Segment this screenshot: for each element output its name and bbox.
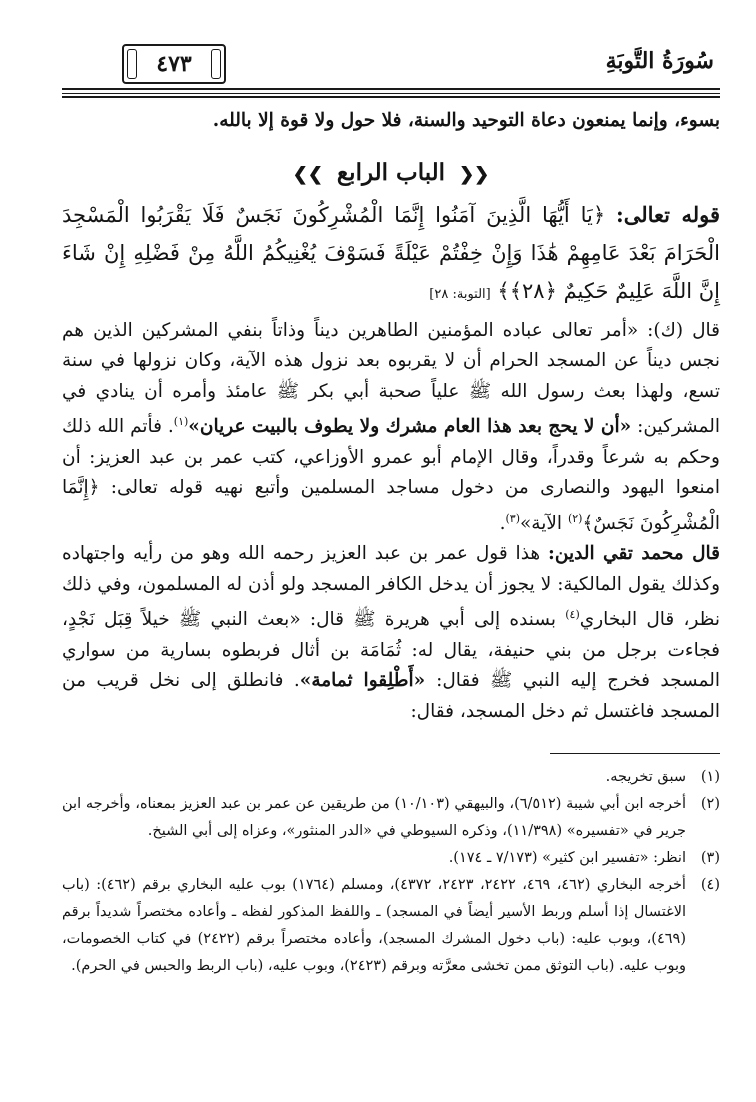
paragraph-1: [62, 316, 720, 540]
para1-text: قال (ك): «أمر تعالى عباده المؤمنين الطاهرين ديناً وذاتاً بنفي المشركين الذين هم نجس ديناً عن المسجد الحرام أن لا يقربوه بعد نزول هذه الآية، وكان نزولها في سنة تسع، ولهذا بعث رسول الله ﷺ علياً صحبة أبي بكر ﷺ عامئذ وأمره أن ينادي في المشركين:: [62, 319, 721, 438]
footnote-text: أخرجه البخاري (٤٦٢، ٤٦٩، ٢٤٢٢، ٢٤٢٣، ٤٣٧٢)، ومسلم (١٧٦٤) بوب عليه البخاري برقم (٤٦٢): (باب الاغتسال إذا أسلم وربط الأسير أيضاً في المسجد) ـ واللفظ المذكور لفظه ـ وأعاده مختصراً شديداً برقم (٤٦٩)، وبوب عليه: (باب دخول المشرك المسجد)، وأعاده مختصراً برقم (٢٤٢٢) في كتاب الخصومات، وبوب عليه. (باب التوثق ممن تخشى معرَّته وبرقم (٢٤٢٣)، وبوب عليه، (باب الربط والحبس في الحرم).: [62, 877, 686, 975]
ornament-icon: ❯❯: [292, 163, 323, 185]
footnote-item: [62, 872, 720, 980]
para2-text: هذا قول عمر بن عبد العزيز رحمه الله وهو من رأيه واجتهاده وكذلك يقول المالكية: لا يجوز أن يدخل الكافر المسجد ولو أذن له المسلمون، وفي ذلك نظر، قال البخاري: [62, 543, 720, 631]
footnote-item: [62, 791, 720, 845]
chapter-heading: [62, 159, 720, 186]
verse-text: ﴿يَا أَيُّهَا الَّذِينَ آمَنُوا إِنَّمَا الْمُشْرِكُونَ نَجَسٌ فَلَا يَقْرَبُوا الْمَسْجِدَ الْحَرَامَ بَعْدَ عَامِهِمْ هَٰذَا وَإِنْ خِفْتُمْ عَيْلَةً فَسَوْفَ يُغْنِيكُمُ اللَّهُ مِنْ فَضْلِهِ إِنْ شَاءَ إِنَّ اللَّهَ عَلِيمٌ حَكِيمٌ ﴿٢٨﴾﴾: [62, 202, 720, 303]
verse-lead: قوله تعالى:: [615, 201, 720, 227]
footnotes: [62, 764, 720, 980]
chapter-title: الباب الرابع: [336, 158, 446, 186]
para2-quote: «أَطْلِقوا ثمامة»: [299, 670, 437, 692]
surah-name: سُورَةُ التَّوبَةِ: [596, 48, 720, 74]
para1-text: . فأتم الله ذلك وحكم به شرعاً وقدراً، وقال الإمام أبو عمرو الأوزاعي، كتب عمر بن عبد العزيز: أن امنعوا اليهود والنصارى من دخول مساجد المسلمين وأتبع نهيه قوله تعالى: ﴿إِنَّمَا الْمُشْرِكُونَ نَجَسٌ﴾: [62, 416, 720, 534]
footnote-divider: [550, 753, 720, 754]
page-number: ٤٧٣: [122, 44, 226, 84]
intro-line: بسوء، وإنما يمنعون دعاة التوحيد والسنة، فلا حول ولا قوة إلا بالله.: [212, 110, 720, 131]
para2-text: . فانطلق إلى نخل قريب من المسجد فاغتسل ثم دخل المسجد، فقال:: [62, 670, 720, 722]
footnote-marker[interactable]: (١): [173, 415, 189, 428]
footnote-marker[interactable]: (٢): [567, 511, 583, 525]
header-rule: [62, 88, 720, 90]
quran-verse: [62, 196, 720, 314]
ornament-icon: ❮❮: [459, 163, 490, 185]
footnote-text: سبق تخريجه.: [605, 769, 686, 786]
para2-text: بسنده إلى أبي هريرة ﷺ قال: «بعث النبي ﷺ خيلاً قِبَل نَجْدٍ، فجاءت برجل من بني حنيفة، يقال له: ثُمَامَة بن أثال فربطوه بسارية من سواري المسجد فخرج إليه النبي ﷺ فقال:: [62, 609, 721, 692]
footnote-number: (٢): [700, 796, 720, 813]
footnote-text: أخرجه ابن أبي شيبة (٦/٥١٢)، والبيهقي (١٠/١٠٣) من طريقين عن عمر بن عبد العزيز بمعناه، وأخرجه ابن جرير في «تفسيره» (١١/٣٩٨)، وذكره السيوطي في «الدر المنثور»، وعزاه إلى أبي الشيخ.: [62, 796, 686, 840]
para1-end: .: [499, 512, 506, 534]
header-rule: [62, 96, 720, 98]
book-page: [62, 0, 720, 1102]
para2-lead: قال محمد تقي الدين:: [548, 543, 720, 565]
paragraph-2: [62, 539, 720, 727]
footnote-number: (٣): [700, 850, 720, 867]
footnote-item: [62, 764, 720, 791]
footnote-marker[interactable]: (٣): [505, 511, 520, 525]
page-content: [62, 104, 720, 980]
footnote-marker[interactable]: (٤): [565, 608, 580, 622]
footnote-item: [62, 845, 720, 872]
page-header: [62, 38, 720, 98]
footnote-text: انظر: «تفسير ابن كثير» (٧/١٧٣ ـ ١٧٤).: [448, 850, 686, 867]
verse-reference: [التوبة: ٢٨]: [429, 286, 491, 302]
footnote-number: (١): [700, 769, 720, 786]
para1-text: الآية»: [519, 512, 568, 534]
para1-quote: «أن لا يحج بعد هذا العام مشرك ولا يطوف بالبيت عريان»: [188, 416, 632, 438]
header-rule: [62, 93, 720, 94]
footnote-number: (٤): [700, 877, 720, 894]
